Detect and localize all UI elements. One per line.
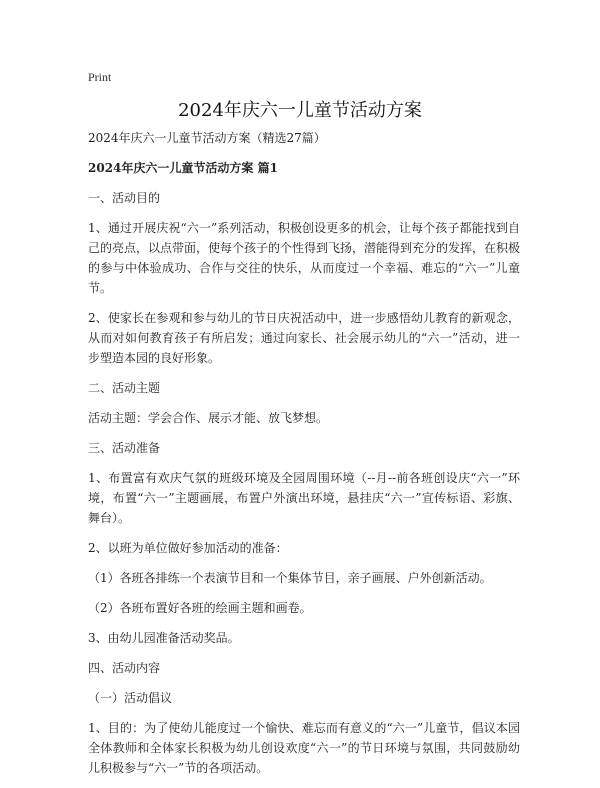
print-link[interactable]: Print	[88, 70, 112, 84]
heading-activity-theme: 二、活动主题	[88, 381, 161, 395]
document-body	[88, 128, 520, 788]
paragraph-preparation-2-2: （2）各班布置好各班的绘画主题和画卷。	[88, 601, 312, 615]
paragraph-preparation-2-1: （1）各班各排练一个表演节目和一个集体节目，亲子画展、户外创新活动。	[88, 571, 492, 585]
paragraph-purpose-1: 1、通过开展庆祝“六一”系列活动，积极创设更多的机会，让每个孩子都能找到自己的亮点，以点带面，使每个孩子的个性得到飞扬，潜能得到充分的发挥，在积极的参与中体验成功、合作与交往的快乐，从而度过一个幸福、难忘的“六一”儿童节。	[88, 221, 521, 295]
paragraph-preparation-1: 1、布置富有欢庆气氛的班级环境及全园周围环境（--月--前各班创设庆“六一”环境，布置“六一”主题画展，布置户外演出环境，悬挂庆“六一”宣传标语、彩旗、舞台）。	[88, 471, 520, 525]
paragraph-preparation-2: 2、以班为单位做好参加活动的准备：	[88, 541, 288, 555]
section-heading: 2024年庆六一儿童节活动方案 篇1	[88, 161, 278, 175]
paragraph-theme: 活动主题：学会合作、展示才能、放飞梦想。	[88, 411, 329, 425]
heading-activity-initiative: （一）活动倡议	[88, 691, 173, 705]
document-subtitle: 2024年庆六一儿童节活动方案（精选27篇）	[88, 131, 326, 145]
heading-activity-purpose: 一、活动目的	[88, 191, 161, 205]
paragraph-initiative-1: 1、目的：为了使幼儿能度过一个愉快、难忘而有意义的“六一”儿童节，倡议本园全体教师和全体家长积极为幼儿创设欢度“六一”的节日环境与氛围，共同鼓励幼儿积极参与“六一”节的各项活动。	[88, 721, 520, 775]
paragraph-preparation-3: 3、由幼儿园准备活动奖品。	[88, 631, 240, 645]
heading-activity-content: 四、活动内容	[88, 661, 161, 675]
document-title: 2024年庆六一儿童节活动方案	[178, 100, 422, 121]
paragraph-purpose-2: 2、使家长在参观和参与幼儿的节日庆祝活动中，进一步感悟幼儿教育的新观念，从而对如何教育孩子有所启发；通过向家长、社会展示幼儿的“六一”活动，进一步塑造本园的良好形象。	[88, 311, 520, 365]
heading-activity-preparation: 三、活动准备	[88, 441, 161, 455]
